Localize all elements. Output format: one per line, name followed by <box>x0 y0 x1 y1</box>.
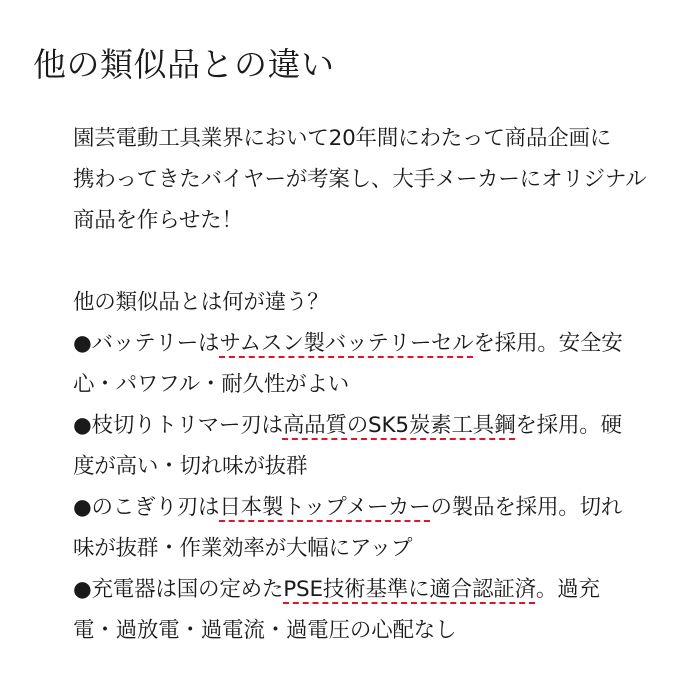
question-heading: 他の類似品とは何が違う？ <box>73 290 329 315</box>
feature-saw-line-1 <box>73 487 653 528</box>
feature-text: ●バッテリーは <box>73 331 220 356</box>
feature-highlight: 高品質のSK5炭素工具鋼 <box>282 413 516 438</box>
feature-text: を採用。硬 <box>515 413 622 438</box>
spacer <box>73 241 653 282</box>
feature-battery-line-1 <box>73 323 653 364</box>
description-block <box>73 118 653 651</box>
feature-highlight: サムスン製バッテリーセル <box>219 331 474 356</box>
page-title: 他の類似品との違い <box>33 45 335 84</box>
feature-trimmer-line-1 <box>73 405 653 446</box>
feature-charger-line-1 <box>73 569 653 610</box>
feature-battery-line-2: 心・パワフル・耐久性がよい <box>73 372 350 397</box>
feature-text: を採用。安全安 <box>473 331 623 356</box>
feature-charger-line-2: 電・過放電・過電流・過電圧の心配なし <box>73 618 457 643</box>
feature-saw-line-2: 味が抜群・作業効率が大幅にアップ <box>73 536 413 561</box>
feature-text: ●のこぎり刃は <box>73 495 220 520</box>
feature-text: ●枝切りトリマー刃は <box>73 413 283 438</box>
feature-text: の製品を採用。切れ <box>430 495 623 520</box>
feature-text: ●充電器は国の定めた <box>73 577 284 602</box>
feature-highlight: 日本製トップメーカー <box>219 495 431 520</box>
intro-line: 商品を作らせた！ <box>73 208 243 233</box>
intro-line: 携わってきたバイヤーが考案し、大手メーカーにオリジナル <box>73 167 647 192</box>
feature-highlight: PSE技術基準に適合認証済 <box>283 577 536 602</box>
intro-line: 園芸電動工具業界において20年間にわたって商品企画に <box>73 126 612 151</box>
feature-text: 。過充 <box>535 577 600 602</box>
feature-trimmer-line-2: 度が高い・切れ味が抜群 <box>73 454 308 479</box>
